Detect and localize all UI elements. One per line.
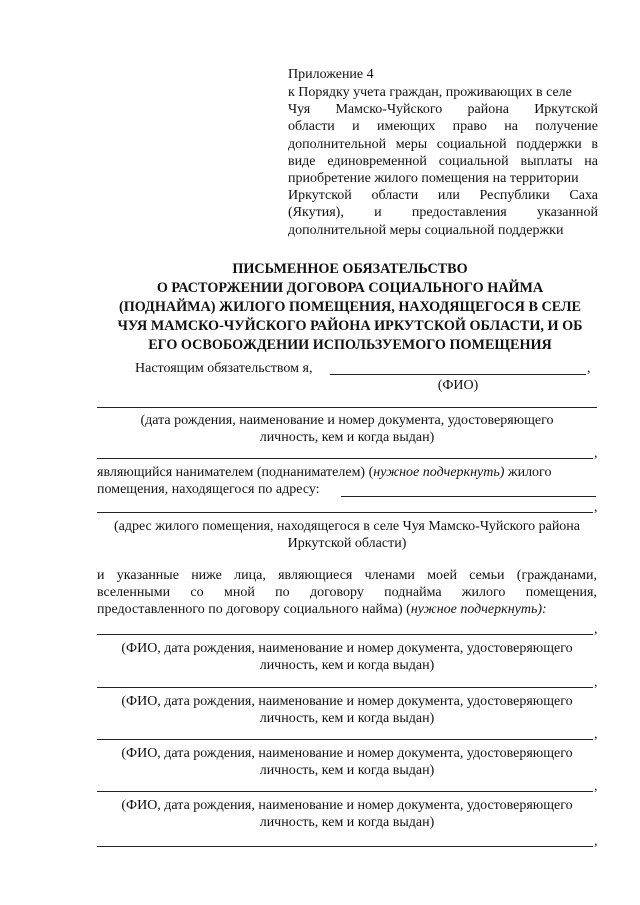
heading-line: ЧУЯ МАМСКО-ЧУЙСКОГО РАЙОНА ИРКУТСКОЙ ОБЛАСТИ, И ОБ <box>117 318 583 334</box>
comma: , <box>594 622 598 637</box>
member-caption-1: (ФИО, дата рождения, наименование и номер документа, удостоверяющего <box>121 641 573 656</box>
comma: , <box>587 361 591 376</box>
address-caption-2: Иркутской области) <box>287 536 407 551</box>
family-member-field[interactable] <box>97 687 593 688</box>
address-caption-1: (адрес жилого помещения, находящегося в селе Чуя Мамско-Чуйского района <box>113 519 581 534</box>
address-field[interactable] <box>341 496 596 497</box>
family-text <box>97 567 597 618</box>
fio-caption: (ФИО) <box>437 378 479 393</box>
comma: , <box>594 779 598 794</box>
heading-line: ПИСЬМЕННОЕ ОБЯЗАТЕЛЬСТВО <box>232 261 468 277</box>
tenant-text-b: жилого <box>504 465 552 480</box>
heading-line: О РАСТОРЖЕНИИ ДОГОВОРА СОЦИАЛЬНОГО НАЙМА <box>156 280 544 296</box>
family-italic: нужное подчеркнуть): <box>410 602 547 617</box>
tenant-italic: нужное подчеркнуть) <box>373 465 505 480</box>
tenant-line-2: помещения, находящегося по адресу: <box>97 482 320 497</box>
family-line-3 <box>97 601 597 618</box>
document-field[interactable] <box>97 407 597 408</box>
family-member-field[interactable] <box>97 846 593 847</box>
appendix-line: (Якутия), и предоставления указанной <box>288 205 598 221</box>
member-caption-1: (ФИО, дата рождения, наименование и номер документа, удостоверяющего <box>121 746 573 761</box>
comma: , <box>594 500 598 515</box>
appendix-line: к Порядку учета граждан, проживающих в селе <box>288 85 572 100</box>
appendix-line: Чуя Мамско-Чуйского района Иркутской <box>288 102 598 118</box>
heading-line: ЕГО ОСВОБОЖДЕНИИ ИСПОЛЬЗУЕМОГО ПОМЕЩЕНИЯ <box>148 337 552 353</box>
family-line-1: и указанные ниже лица, являющиеся членами моей семьи (гражданами, <box>97 568 597 583</box>
member-caption-2: личность, кем и когда выдан) <box>259 815 435 830</box>
appendix-title: Приложение 4 <box>288 67 374 82</box>
appendix-line: дополнительной меры социальной поддержки <box>288 222 564 238</box>
appendix-text <box>288 84 598 239</box>
comma: , <box>594 727 598 742</box>
appendix-line: приобретение жилого помещения на территории <box>288 171 579 187</box>
member-caption-2: личность, кем и когда выдан) <box>259 763 435 778</box>
family-member-field[interactable] <box>97 791 593 792</box>
comma: , <box>594 834 598 849</box>
intro-text: Настоящим обязательством я, <box>135 361 313 376</box>
family-member-field[interactable] <box>97 634 593 635</box>
member-caption-2: личность, кем и когда выдан) <box>259 711 435 726</box>
document-continuation-field[interactable] <box>97 458 593 459</box>
comma: , <box>594 675 598 690</box>
appendix-line: области и имеющих право на получение <box>288 119 598 135</box>
document-caption-1: (дата рождения, наименование и номер документа, удостоверяющего <box>140 413 554 428</box>
member-caption-2: личность, кем и когда выдан) <box>259 658 435 673</box>
appendix-line: Иркутской области или Республики Саха <box>288 188 598 204</box>
member-caption-1: (ФИО, дата рождения, наименование и номер документа, удостоверяющего <box>121 694 573 709</box>
member-caption-1: (ФИО, дата рождения, наименование и номер документа, удостоверяющего <box>121 798 573 813</box>
family-line-2: вселенными со мной по договору поднайма жилого помещения, <box>97 585 597 600</box>
comma: , <box>594 446 598 461</box>
document-heading <box>95 260 605 355</box>
appendix-line: виде единовременной социальной выплаты на <box>288 153 598 169</box>
fio-field[interactable] <box>330 374 586 375</box>
appendix-line: дополнительной меры социальной поддержки в <box>288 136 598 152</box>
heading-line: (ПОДНАЙМА) ЖИЛОГО ПОМЕЩЕНИЯ, НАХОДЯЩЕГОСЯ В СЕЛЕ <box>118 299 582 315</box>
document-caption-2: личность, кем и когда выдан) <box>259 430 435 445</box>
family-text-a: предоставленного по договору социального найма) ( <box>97 602 411 617</box>
tenant-text-a: являющийся нанимателем (поднанимателем) ( <box>97 465 374 480</box>
family-member-field[interactable] <box>97 739 593 740</box>
address-continuation-field[interactable] <box>97 512 593 513</box>
tenant-line-1 <box>97 464 597 481</box>
